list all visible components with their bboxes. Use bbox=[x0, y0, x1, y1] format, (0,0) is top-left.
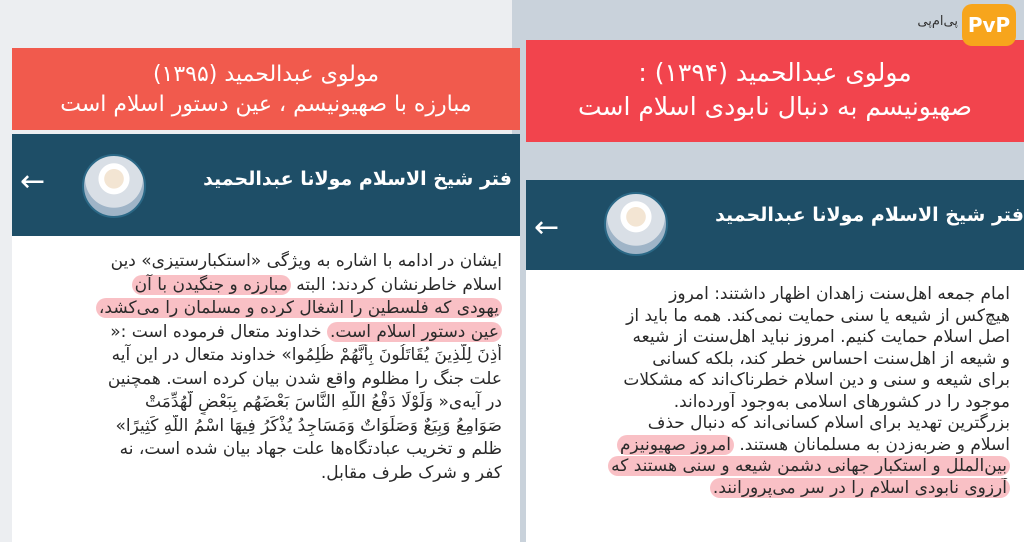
right-banner-line2: صهیونیسم به دنبال نابودی اسلام است bbox=[577, 92, 973, 121]
message-text: اسلام و ضربه‌زدن به مسلمانان هستند. bbox=[733, 434, 1010, 455]
message-line: کفر و شرک طرف مقابل. bbox=[320, 462, 502, 483]
logo-text: پی‌ام‌پی bbox=[917, 14, 958, 29]
message-line bbox=[36, 321, 502, 345]
message-line: موجود را در کشورهای اسلامی به‌وجود آورده‌اند. bbox=[673, 391, 1010, 412]
message-line: ایشان در ادامه با اشاره به ویژگی «استکبارستیزی» دین bbox=[110, 251, 502, 271]
message-line: برای شیعه و سنی و دین اسلام خطرناک‌اند که مشکلات bbox=[623, 370, 1010, 390]
message-line: ظلم و تخریب عبادتگاه‌ها علت جهاد بیان شده است، نه bbox=[119, 439, 502, 459]
right-chat-header bbox=[526, 180, 1024, 270]
left-message-body bbox=[12, 236, 520, 542]
right-banner-line1: مولوی عبدالحمید (۱۳۹۴) : bbox=[638, 58, 912, 87]
message-line: و شیعه از اهل‌سنت احساس خطر کند، بلکه کسانی bbox=[652, 348, 1010, 369]
message-line bbox=[548, 435, 1010, 457]
message-line: علت جنگ را مظلوم واقع شدن بیان کرده است. همچنین bbox=[107, 368, 502, 389]
left-banner-line2: مبارزه با صهیونیسم ، عین دستور اسلام است bbox=[60, 92, 472, 117]
highlighted-text: عین دستور اسلام است. bbox=[327, 322, 502, 342]
back-arrow-icon[interactable]: ← bbox=[20, 164, 46, 199]
back-arrow-icon[interactable]: ← bbox=[534, 210, 560, 245]
chat-title[interactable]: فتر شیخ الاسلام مولانا عبدالحمید bbox=[203, 168, 512, 190]
left-chat-header bbox=[12, 134, 520, 236]
chat-title[interactable]: فتر شیخ الاسلام مولانا عبدالحمید bbox=[715, 204, 1024, 226]
message-text: خداوند متعال فرموده است :« bbox=[110, 321, 327, 342]
highlighted-text: یهودی که فلسطین را اشغال کرده و مسلمان را می‌کشد، bbox=[96, 298, 502, 318]
message-text: اسلام خاطرنشان کردند: البته bbox=[290, 274, 502, 295]
highlighted-text: بین‌الملل و استکبار جهانی دشمن شیعه و سنی هستند که bbox=[608, 456, 1010, 476]
message-line: أُذِنَ لِلَّذِينَ يُقَاتَلُونَ بِأَنَّهُمْ ظُلِمُوا» خداوند متعال در این آیه bbox=[111, 345, 502, 365]
message-line: اصل اسلام حمایت کنیم. امروز نباید اهل‌سنت از شیعه bbox=[632, 327, 1010, 347]
message-line: امام جمعه اهل‌سنت زاهدان اظهار داشتند: امروز bbox=[669, 284, 1010, 304]
message-line bbox=[36, 297, 502, 321]
right-banner bbox=[526, 40, 1024, 142]
left-banner bbox=[12, 48, 520, 130]
avatar[interactable] bbox=[82, 154, 146, 218]
message-line: صَوَامِعُ وَبِيَعٌ وَصَلَوَاتٌ وَمَسَاجِدُ يُذْكَرُ فِيهَا اسْمُ اللَّهِ كَثِيرًا» bbox=[115, 415, 502, 436]
left-banner-line1: مولوی عبدالحمید (۱۳۹۵) bbox=[152, 62, 380, 87]
message-line bbox=[548, 456, 1010, 478]
right-panel bbox=[526, 40, 1024, 542]
message-line bbox=[548, 478, 1010, 500]
logo-badge-icon: PvP bbox=[962, 4, 1016, 46]
avatar[interactable] bbox=[604, 192, 668, 256]
message-line: هیچ‌کس از شیعه یا سنی حمایت نمی‌کند. همه ما باید از bbox=[626, 305, 1010, 326]
highlighted-text: مبارزه و جنگیدن با آن bbox=[132, 275, 291, 295]
right-message-body bbox=[526, 270, 1024, 542]
highlighted-text: آرزوی نابودی اسلام را در سر می‌پرورانند. bbox=[710, 478, 1010, 498]
message-line bbox=[36, 274, 502, 298]
site-logo bbox=[904, 2, 1020, 48]
highlighted-text: امروز صهیونیزم bbox=[617, 435, 734, 455]
message-line: در آیه‌ی« وَلَوْلَا دَفْعُ اللَّهِ النَّاسَ بَعْضَهُم بِبَعْضٍ لَّهُدِّمَتْ bbox=[145, 392, 502, 412]
left-panel bbox=[12, 48, 520, 542]
message-line: بزرگترین تهدید برای اسلام کسانی‌اند که دنبال حذف bbox=[647, 413, 1010, 433]
